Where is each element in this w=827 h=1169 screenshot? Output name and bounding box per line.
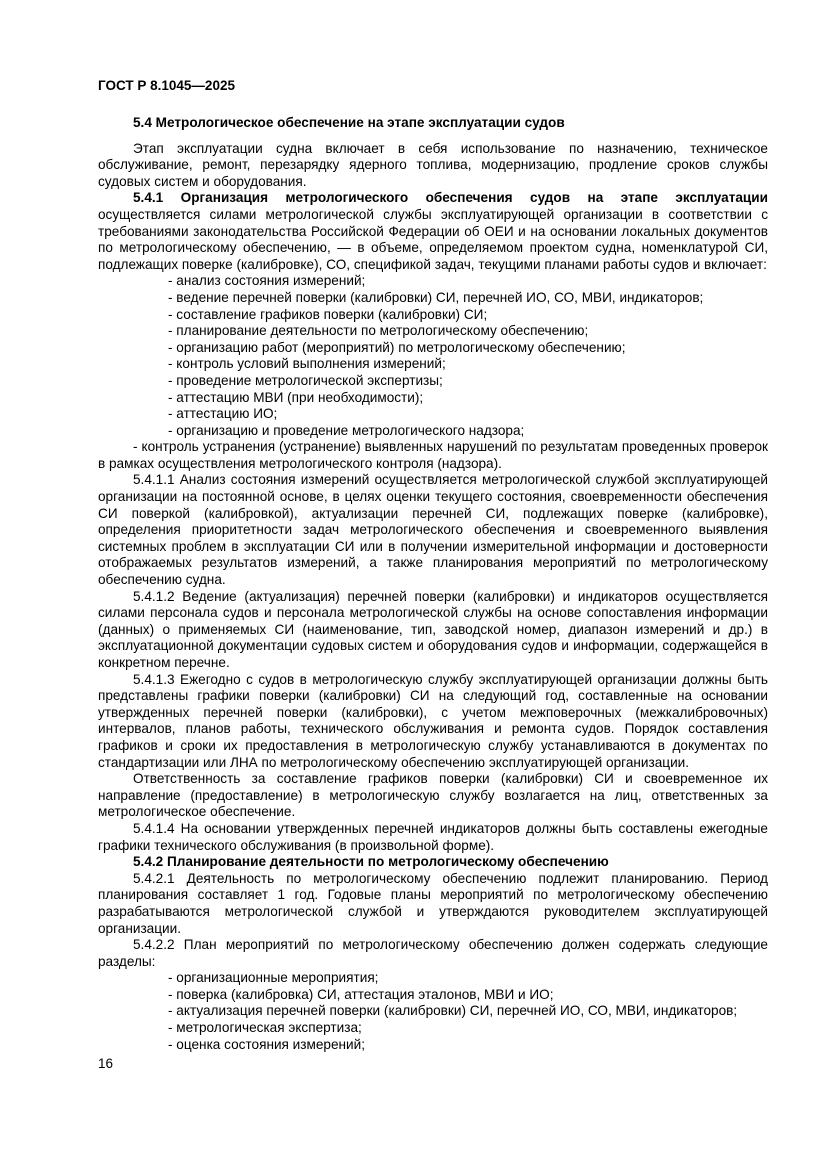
paragraph-5413: 5.4.1.3 Ежегодно с судов в метрологическую службу эксплуатирующей организации должны быть представлены графики поверки (калибровки) СИ на следующий год, составленные на основании утвержденных перечней поверки (калибровки), с учетом межповерочных (межкалибровочных) интервалов, планов работы, технического обслуживания и ремонта судов. Порядок составления графиков и сроки их предоставления в метрологическую службу устанавливаются в документах по стандартизации или ЛНА по метрологическому обеспечению эксплуатирующей организации. xyxy=(98,671,768,770)
subsection-541-paragraph xyxy=(98,190,768,273)
subsection-541-title: 5.4.1 Организация метрологического обеспечения судов на этапе эксплуатации xyxy=(133,190,768,206)
list-item: - метрологическая экспертиза; xyxy=(168,1020,362,1036)
paragraph-5414: 5.4.1.4 На основании утвержденных перечней индикаторов должны быть составлены ежегодные графики технического обслуживания (в произвольной форме). xyxy=(98,820,768,853)
subsection-541-text: осуществляется силами метрологической службы эксплуатирующей организации в соответствии с требованиями законодательства Российской Федерации об ОЕИ и на основании локальных документов по метрологическому обеспечению, — в объеме, определяемом проектом судна, номенклатурой СИ, подлежащих поверке (калибровке), СО, спецификой задач, текущими планами работы судов и включает: xyxy=(98,206,768,272)
list-item: - организацию и проведение метрологического надзора; xyxy=(168,422,525,438)
list-item: - аттестацию МВИ (при необходимости); xyxy=(168,389,424,405)
list-item: - проведение метрологической экспертизы; xyxy=(168,372,443,388)
page-number: 16 xyxy=(98,1056,114,1071)
paragraph-5412: 5.4.1.2 Ведение (актуализация) перечней поверки (калибровки) и индикаторов осуществляется силами персонала судов и персонала метрологической службы на основе сопоставления информации (данных) о применяемых СИ (наименование, тип, заводской номер, диапазон измерений и др.) в эксплуатационной документации судовых систем и оборудования судов и информации, содержащейся в конкретном перечне. xyxy=(98,588,768,670)
list-item: - контроль условий выполнения измерений; xyxy=(168,356,446,372)
paragraph-5421: 5.4.2.1 Деятельность по метрологическому обеспечению подлежит планированию. Период планирования составляет 1 год. Годовые планы мероприятий по метрологическому обеспечению разрабатываются метрологической службой и утверждаются руководителем эксплуатирующей организации. xyxy=(98,870,768,936)
list-item: - поверка (калибровка) СИ, аттестация эталонов, МВИ и ИО; xyxy=(168,986,554,1002)
list-item: - организацию работ (мероприятий) по метрологическому обеспечению; xyxy=(168,339,626,355)
list-item: - контроль устранения (устранение) выявленных нарушений по результатам проведенных проверок в рамках осуществления метрологического контроля (надзора). xyxy=(98,439,768,471)
list-item: - аттестацию ИО; xyxy=(168,406,278,422)
paragraph-5422: 5.4.2.2 План мероприятий по метрологическому обеспечению должен содержать следующие разделы: xyxy=(98,937,768,969)
list-item: - планирование деятельности по метрологическому обеспечению; xyxy=(168,323,589,339)
list-item: - актуализация перечней поверки (калибровки) СИ, перечней ИО, СО, МВИ, индикаторов; xyxy=(168,1003,738,1019)
list-item: - анализ состояния измерений; xyxy=(168,273,366,289)
list-item: - составление графиков поверки (калибровки) СИ; xyxy=(168,306,488,322)
section-heading: 5.4 Метрологическое обеспечение на этапе эксплуатации судов xyxy=(133,115,565,130)
intro-paragraph: Этап эксплуатации судна включает в себя использование по назначению, техническое обслуживание, ремонт, перезарядку ядерного топлива, модернизацию, продление сроков службы судовых систем и оборудования. xyxy=(98,140,768,189)
document-body xyxy=(98,115,768,1053)
document-id-header: ГОСТ Р 8.1045—2025 xyxy=(98,78,235,93)
list-item: - оценка состояния измерений; xyxy=(168,1036,366,1052)
paragraph-responsibility: Ответственность за составление графиков поверки (калибровки) СИ и своевременное их направление (предоставление) в метрологическую службу возлагается на лиц, ответственных за метрологическое обеспечение. xyxy=(98,771,768,820)
paragraph-5411: 5.4.1.1 Анализ состояния измерений осуществляется метрологической службой эксплуатирующей организации на постоянной основе, в целях оценки текущего состояния, своевременности обеспечения СИ поверкой (калибровкой), актуализации перечней СИ, подлежащих поверке (калибровке), определения приоритетности задач метрологического обеспечения и своевременного выявления системных проблем в эксплуатации СИ или в получении измерительной информации и достоверности отображаемых результатов измерений, а также планирования мероприятий по метрологическому обеспечению судна. xyxy=(98,472,768,588)
subsection-542-title: 5.4.2 Планирование деятельности по метрологическому обеспечению xyxy=(133,854,609,870)
list-item: - ведение перечней поверки (калибровки) СИ, перечней ИО, СО, МВИ, индикаторов; xyxy=(168,289,704,305)
list-item: - организационные мероприятия; xyxy=(168,970,379,986)
